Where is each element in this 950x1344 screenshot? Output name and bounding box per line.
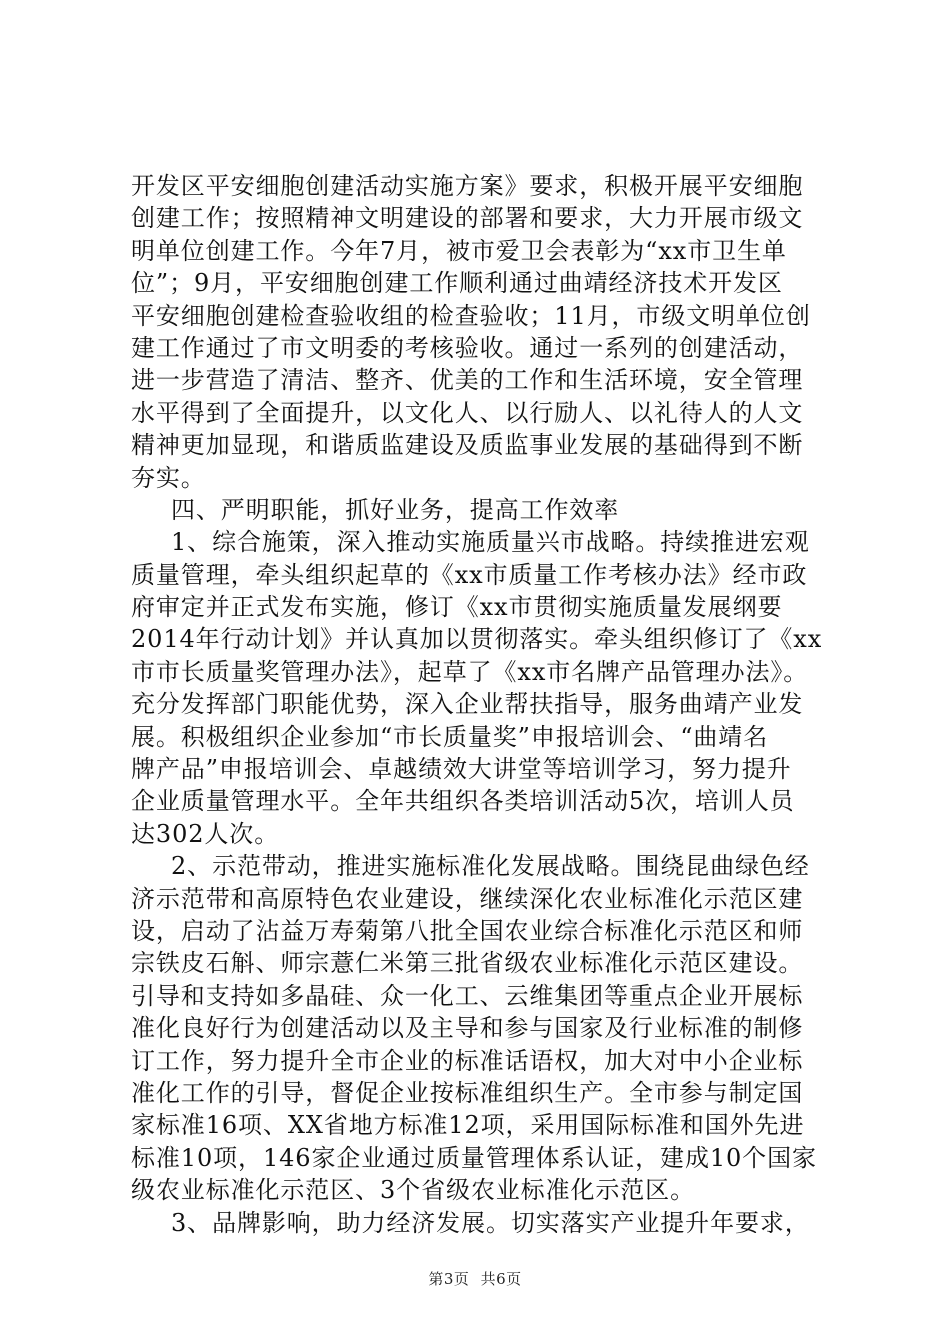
text-line: 2014年行动计划》并认真加以贯彻落实。牵头组织修订了《xx	[131, 625, 823, 654]
text-line: 水平得到了全面提升，以文化人、以行励人、以礼待人的人文	[131, 398, 804, 427]
text-line: 3、品牌影响，助力经济发展。切实落实产业提升年要求，	[171, 1208, 810, 1237]
text-line: 建工作通过了市文明委的考核验收。通过一系列的创建活动，	[131, 333, 804, 362]
page-number-total: 共6页	[480, 1270, 522, 1288]
text-line: 创建工作；按照精神文明建设的部署和要求，大力开展市级文	[131, 204, 804, 233]
text-line: 明单位创建工作。今年7月，被市爱卫会表彰为“xx市卫生单	[131, 236, 787, 265]
page-footer	[0, 1268, 950, 1289]
text-line: 订工作，努力提升全市企业的标准话语权，加大对中小企业标	[131, 1046, 804, 1075]
text-line: 济示范带和高原特色农业建设，继续深化农业标准化示范区建	[131, 884, 804, 913]
text-line: 展。积极组织企业参加“市长质量奖”申报培训会、“曲靖名	[131, 722, 769, 751]
page-number-current: 第3页	[428, 1270, 470, 1288]
text-line: 牌产品”申报培训会、卓越绩效大讲堂等培训学习，努力提升	[131, 755, 792, 784]
text-line: 市市长质量奖管理办法》，起草了《xx市名牌产品管理办法》。	[131, 657, 809, 686]
text-line: 宗铁皮石斛、师宗薏仁米第三批省级农业标准化示范区建设。	[131, 949, 804, 978]
text-line: 设，启动了沾益万寿菊第八批全国农业综合标准化示范区和师	[131, 916, 804, 945]
text-line: 精神更加显现，和谐质监建设及质监事业发展的基础得到不断	[131, 431, 804, 460]
text-line: 2、示范带动，推进实施标准化发展战略。围绕昆曲绿色经	[171, 852, 810, 881]
text-line: 标准10项，146家企业通过质量管理体系认证，建成10个国家	[131, 1143, 817, 1172]
text-line: 充分发挥部门职能优势，深入企业帮扶指导，服务曲靖产业发	[131, 690, 804, 719]
text-line: 1、综合施策，深入推动实施质量兴市战略。持续推进宏观	[171, 528, 810, 557]
text-line: 家标准16项、XX省地方标准12项，采用国际标准和国外先进	[131, 1111, 805, 1140]
section-heading: 四、严明职能，抓好业务，提高工作效率	[171, 495, 620, 524]
text-line: 质量管理，牵头组织起草的《xx市质量工作考核办法》经市政	[131, 560, 808, 589]
text-line: 达302人次。	[131, 819, 280, 848]
text-line: 准化工作的引导，督促企业按标准组织生产。全市参与制定国	[131, 1078, 804, 1107]
text-line: 平安细胞创建检查验收组的检查验收；11月，市级文明单位创	[131, 301, 811, 330]
text-line: 准化良好行为创建活动以及主导和参与国家及行业标准的制修	[131, 1014, 804, 1043]
text-line: 进一步营造了清洁、整齐、优美的工作和生活环境，安全管理	[131, 366, 804, 395]
text-line: 府审定并正式发布实施，修订《xx市贯彻实施质量发展纲要	[131, 593, 783, 622]
text-line: 引导和支持如多晶硅、众一化工、云维集团等重点企业开展标	[131, 981, 804, 1010]
text-line: 位”；9月，平安细胞创建工作顺利通过曲靖经济技术开发区	[131, 269, 783, 298]
document-body	[131, 170, 831, 1239]
text-line: 级农业标准化示范区、3个省级农业标准化示范区。	[131, 1176, 695, 1205]
text-line: 企业质量管理水平。全年共组织各类培训活动5次，培训人员	[131, 787, 795, 816]
text-line: 夯实。	[131, 463, 206, 492]
text-line: 开发区平安细胞创建活动实施方案》要求，积极开展平安细胞	[131, 172, 804, 200]
